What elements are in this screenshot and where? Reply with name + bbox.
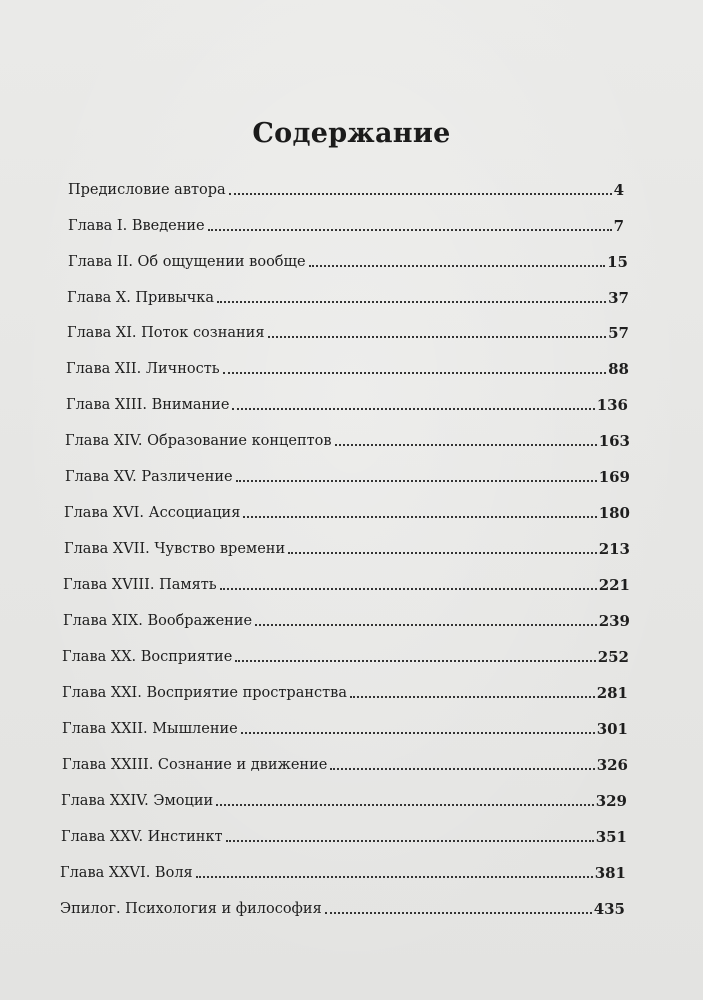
toc-entry [64,500,630,522]
toc-dot-leader [241,732,595,734]
toc-entry-page-number: 169 [598,468,630,486]
toc-entry-label: Глава I. Введение [68,218,205,234]
toc-entry [66,356,629,378]
toc-entry-label: Глава X. Привычка [67,290,215,306]
toc-entry-label: Глава XIII. Внимание [66,397,230,413]
toc-dot-leader [232,408,594,410]
toc-entry-label: Эпилог. Психология и философия [60,901,322,917]
toc-entry [62,680,628,702]
toc-entry-label: Глава XXII. Мышление [62,721,238,737]
toc-dot-leader [288,552,597,554]
toc-entry-label: Глава XXI. Восприятие пространства [62,685,347,701]
toc-dot-leader [217,301,606,303]
toc-entry-label: Глава XX. Восприятие [62,649,233,665]
toc-dot-leader [268,336,607,338]
toc-entry [65,464,630,486]
toc-entry [68,177,624,199]
toc-entry-label: Глава XII. Личность [66,361,220,377]
toc-entry-label: Предисловие автора [68,182,226,198]
toc-entry-label: Глава II. Об ощущении вообще [68,254,306,270]
toc-entry-label: Глава XXIII. Сознание и движение [62,757,328,773]
toc-entry-page-number: 252 [597,648,629,666]
toc-entry-page-number: 180 [598,504,630,522]
toc-entry-page-number: 326 [596,756,628,774]
toc-entry [68,213,624,235]
toc-dot-leader [196,876,593,878]
toc-entry [61,824,627,846]
toc-entry-label: Глава XI. Поток сознания [67,325,265,341]
toc-entry-page-number: 435 [593,900,625,918]
toc-entry [62,644,629,666]
toc-entry-label: Глава XXVI. Воля [60,865,193,881]
toc-entry [62,716,628,738]
toc-dot-leader [325,912,592,914]
toc-dot-leader [223,372,606,374]
toc-entry [68,249,628,271]
toc-entry-page-number: 57 [608,324,629,342]
toc-dot-leader [226,840,594,842]
toc-dot-leader [309,265,606,267]
toc-entry-label: Глава XVIII. Память [63,577,217,593]
toc-dot-leader [220,588,597,590]
toc-entry [67,285,629,307]
toc-dot-leader [235,660,595,662]
toc-entry-page-number: 4 [613,181,624,199]
toc-entry [62,752,628,774]
toc-dot-leader [229,193,612,195]
toc-entry-label: Глава XVI. Ассоциация [64,505,241,521]
toc-dot-leader [243,516,596,518]
toc-entry-label: Глава XXIV. Эмоции [61,793,214,809]
toc-entry-label: Глава XIV. Образование концептов [65,433,332,449]
toc-entry-page-number: 239 [598,612,630,630]
toc-dot-leader [255,624,597,626]
toc-entry [61,788,627,810]
toc-entry [63,608,630,630]
toc-entry-page-number: 221 [598,576,630,594]
page-title: Содержание [252,118,451,149]
toc-dot-leader [330,768,594,770]
toc-dot-leader [350,696,595,698]
toc-entry-page-number: 381 [594,864,626,882]
toc-entry-page-number: 281 [596,684,628,702]
toc-entry-label: Глава XVII. Чувство времени [64,541,286,557]
toc-entry [60,860,626,882]
toc-entry-label: Глава XXV. Инстинкт [61,829,223,845]
toc-entry-page-number: 351 [595,828,627,846]
toc-entry-page-number: 301 [596,720,628,738]
toc-entry-page-number: 37 [608,289,629,307]
toc-entry [60,896,625,918]
toc-entry [63,572,630,594]
toc-dot-leader [236,480,597,482]
toc-entry-page-number: 163 [598,432,630,450]
toc-entry-page-number: 213 [598,540,630,558]
toc-dot-leader [208,229,612,231]
toc-entry-label: Глава XV. Различение [65,469,233,485]
toc-entry-page-number: 7 [613,217,624,235]
toc-entry [64,536,630,558]
toc-dot-leader [335,444,597,446]
toc-entry-page-number: 329 [595,792,627,810]
toc-entry [65,428,630,450]
toc-entry-page-number: 88 [608,360,629,378]
toc-entry-page-number: 15 [607,253,628,271]
toc-entry-label: Глава XIX. Воображение [63,613,253,629]
toc-entry [66,392,628,414]
toc-dot-leader [216,804,594,806]
toc-entry [67,320,629,342]
toc-entry-page-number: 136 [596,396,628,414]
